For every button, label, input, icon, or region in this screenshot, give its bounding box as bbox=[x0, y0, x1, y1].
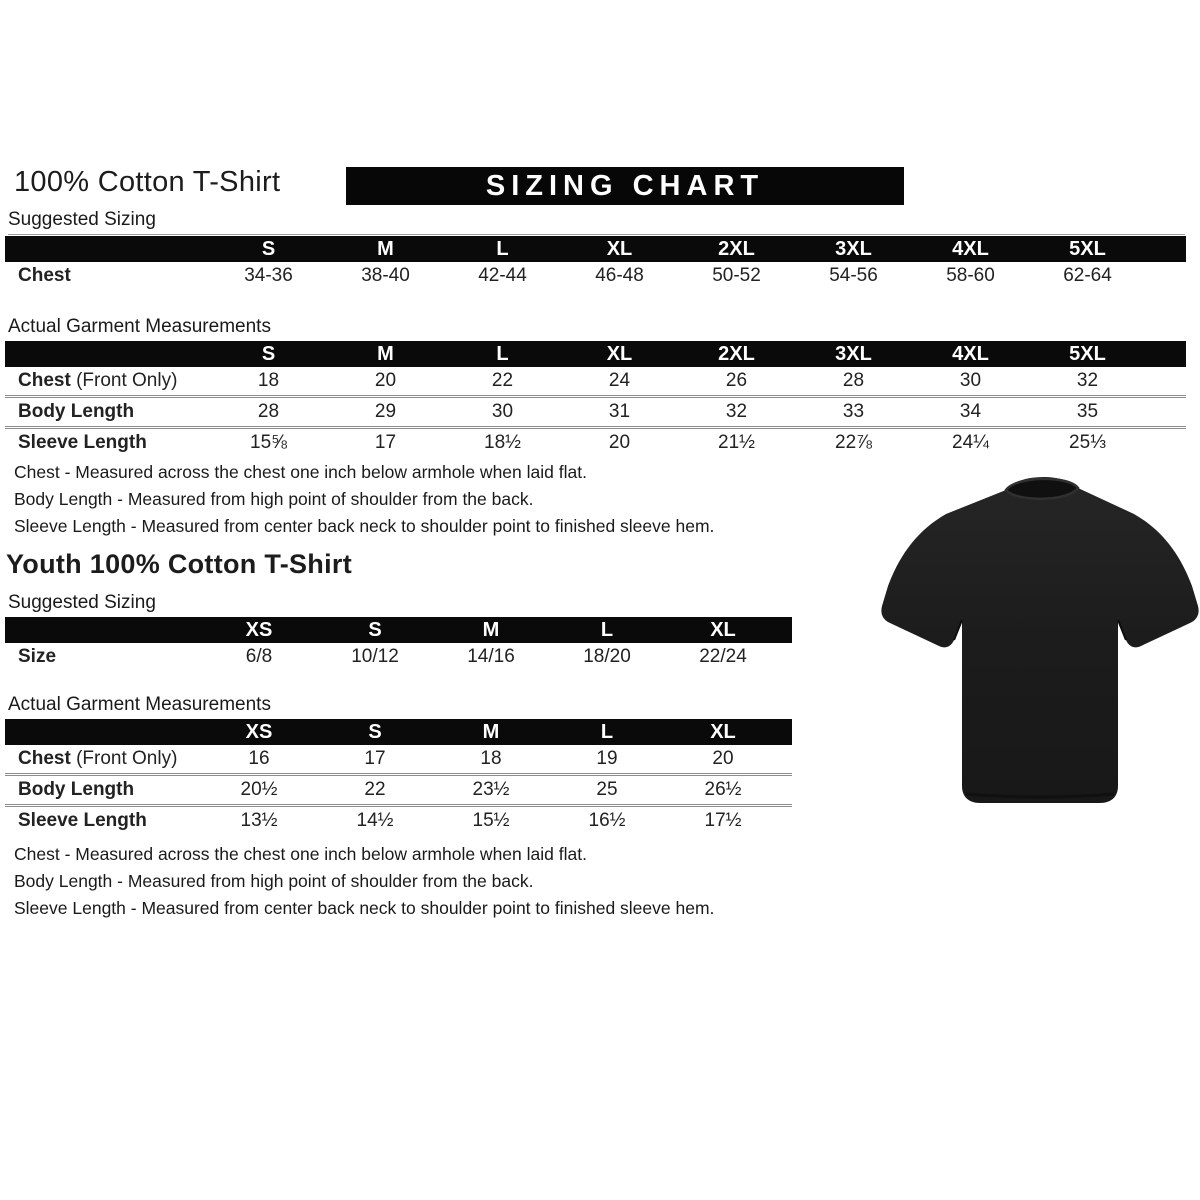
sizing-chart-banner: SIZING CHART bbox=[346, 167, 904, 205]
column-header: 5XL bbox=[1069, 237, 1106, 260]
cell: 18 bbox=[480, 748, 502, 769]
cell: 28 bbox=[257, 401, 280, 422]
cell: 10/12 bbox=[351, 646, 399, 667]
row-label-text: Sleeve Length bbox=[18, 810, 147, 831]
column-header: XS bbox=[245, 618, 273, 641]
cell: 46-48 bbox=[595, 265, 644, 286]
column-header: 5XL bbox=[1069, 342, 1106, 365]
cell: 18/20 bbox=[583, 646, 631, 667]
cell: 26½ bbox=[704, 779, 742, 800]
column-header: S bbox=[368, 618, 382, 641]
row-label-text: Chest bbox=[18, 370, 71, 391]
cell: 17 bbox=[374, 432, 397, 453]
column-header: S bbox=[261, 237, 276, 260]
column-header: 4XL bbox=[952, 237, 989, 260]
column-header: 3XL bbox=[835, 342, 872, 365]
column-header: M bbox=[482, 618, 500, 641]
cell: 20 bbox=[374, 370, 397, 391]
cell: 14/16 bbox=[467, 646, 515, 667]
adult-suggested-sizing-table bbox=[5, 236, 1186, 290]
youth-actual-measurements-label: Actual Garment Measurements bbox=[8, 694, 791, 720]
youth-actual-measurements-table bbox=[5, 719, 792, 835]
row-label-text: Size bbox=[18, 646, 57, 667]
row-label-text: Sleeve Length bbox=[18, 432, 147, 453]
cell: 17 bbox=[364, 748, 386, 769]
row-label bbox=[5, 401, 210, 423]
cell: 25⅓ bbox=[1069, 432, 1106, 453]
cell: 14½ bbox=[356, 810, 394, 831]
row-label-text: Body Length bbox=[18, 401, 135, 422]
column-header: M bbox=[482, 720, 500, 743]
column-header: 3XL bbox=[835, 237, 872, 260]
cell: 29 bbox=[374, 401, 397, 422]
column-header: XL bbox=[606, 237, 633, 260]
cell: 6/8 bbox=[245, 646, 273, 667]
cell: 16 bbox=[248, 748, 270, 769]
cell: 33 bbox=[842, 401, 865, 422]
row-label-text: Chest bbox=[18, 748, 71, 769]
cell: 34-36 bbox=[244, 265, 293, 286]
table-row bbox=[5, 643, 792, 671]
row-label bbox=[5, 265, 210, 287]
note-body-length: Body Length - Measured from high point of shoulder from the back. bbox=[14, 489, 534, 509]
row-label bbox=[5, 779, 201, 801]
cell: 38-40 bbox=[361, 265, 410, 286]
row-label-suffix: (Front Only) bbox=[70, 748, 178, 769]
cell: 22 bbox=[364, 779, 386, 800]
column-header: L bbox=[600, 618, 614, 641]
table-row bbox=[5, 426, 1186, 457]
note-chest: Chest - Measured across the chest one inch below armhole when laid flat. bbox=[14, 844, 587, 864]
column-header: S bbox=[368, 720, 382, 743]
column-header: L bbox=[600, 720, 614, 743]
note-chest: Chest - Measured across the chest one inch below armhole when laid flat. bbox=[14, 462, 587, 482]
cell: 28 bbox=[842, 370, 865, 391]
youth-suggested-sizing-label: Suggested Sizing bbox=[8, 592, 791, 618]
table-row bbox=[5, 262, 1186, 290]
row-label bbox=[5, 810, 201, 832]
adult-measurement-notes bbox=[14, 461, 714, 542]
cell: 13½ bbox=[240, 810, 278, 831]
table-row bbox=[5, 367, 1186, 395]
cell: 20½ bbox=[240, 779, 278, 800]
cell: 26 bbox=[725, 370, 748, 391]
youth-suggested-sizing-table bbox=[5, 617, 792, 671]
row-label-text: Body Length bbox=[18, 779, 135, 800]
column-header: XL bbox=[710, 618, 736, 641]
cell: 58-60 bbox=[946, 265, 995, 286]
table-header-row bbox=[5, 236, 1186, 262]
table-row bbox=[5, 745, 792, 773]
column-header: 2XL bbox=[718, 342, 755, 365]
cell: 20 bbox=[608, 432, 631, 453]
column-header: 2XL bbox=[718, 237, 755, 260]
cell: 16½ bbox=[588, 810, 626, 831]
adult-actual-measurements-label: Actual Garment Measurements bbox=[8, 316, 1185, 342]
cell: 22⅞ bbox=[835, 432, 872, 453]
cell: 15½ bbox=[472, 810, 510, 831]
column-header: M bbox=[377, 342, 394, 365]
youth-measurement-notes bbox=[14, 843, 714, 924]
note-sleeve-length: Sleeve Length - Measured from center back neck to shoulder point to finished sleeve hem. bbox=[14, 516, 715, 536]
tshirt-photo bbox=[880, 456, 1200, 821]
table-header-row bbox=[5, 341, 1186, 367]
cell: 23½ bbox=[472, 779, 510, 800]
cell: 30 bbox=[959, 370, 982, 391]
column-header: XL bbox=[606, 342, 633, 365]
column-header: XL bbox=[710, 720, 736, 743]
cell: 18½ bbox=[484, 432, 521, 453]
column-header: XS bbox=[245, 720, 273, 743]
cell: 18 bbox=[257, 370, 280, 391]
table-header-row bbox=[5, 719, 792, 745]
column-header: L bbox=[496, 342, 509, 365]
row-label-text: Chest bbox=[18, 265, 71, 286]
row-label-suffix: (Front Only) bbox=[70, 370, 178, 391]
cell: 31 bbox=[608, 401, 631, 422]
column-header: 4XL bbox=[952, 342, 989, 365]
cell: 21½ bbox=[718, 432, 755, 453]
cell: 62-64 bbox=[1063, 265, 1112, 286]
cell: 32 bbox=[725, 401, 748, 422]
table-header-row bbox=[5, 617, 792, 643]
cell: 32 bbox=[1076, 370, 1099, 391]
cell: 22 bbox=[491, 370, 514, 391]
cell: 25 bbox=[596, 779, 618, 800]
youth-product-title: Youth 100% Cotton T-Shirt bbox=[6, 549, 352, 579]
row-label bbox=[5, 370, 210, 392]
cell: 15⅝ bbox=[250, 432, 287, 453]
note-body-length: Body Length - Measured from high point of shoulder from the back. bbox=[14, 871, 534, 891]
cell: 30 bbox=[491, 401, 514, 422]
cell: 19 bbox=[596, 748, 618, 769]
column-header: M bbox=[377, 237, 394, 260]
cell: 24¼ bbox=[952, 432, 989, 453]
cell: 42-44 bbox=[478, 265, 527, 286]
cell: 35 bbox=[1076, 401, 1099, 422]
table-row bbox=[5, 395, 1186, 426]
table-row bbox=[5, 804, 792, 835]
tshirt-collar bbox=[1006, 479, 1078, 499]
cell: 17½ bbox=[704, 810, 742, 831]
cell: 54-56 bbox=[829, 265, 878, 286]
table-row bbox=[5, 773, 792, 804]
row-label bbox=[5, 646, 201, 668]
adult-actual-measurements-table bbox=[5, 341, 1186, 457]
cell: 24 bbox=[608, 370, 631, 391]
column-header: L bbox=[496, 237, 509, 260]
row-label bbox=[5, 432, 210, 454]
note-sleeve-length: Sleeve Length - Measured from center back neck to shoulder point to finished sleeve hem. bbox=[14, 898, 715, 918]
column-header: S bbox=[261, 342, 276, 365]
cell: 34 bbox=[959, 401, 982, 422]
cell: 22/24 bbox=[699, 646, 747, 667]
tshirt-body bbox=[881, 477, 1198, 803]
cell: 20 bbox=[712, 748, 734, 769]
adult-product-title: 100% Cotton T-Shirt bbox=[14, 166, 281, 198]
adult-suggested-sizing-label: Suggested Sizing bbox=[8, 209, 1185, 235]
row-label bbox=[5, 748, 201, 770]
cell: 50-52 bbox=[712, 265, 761, 286]
